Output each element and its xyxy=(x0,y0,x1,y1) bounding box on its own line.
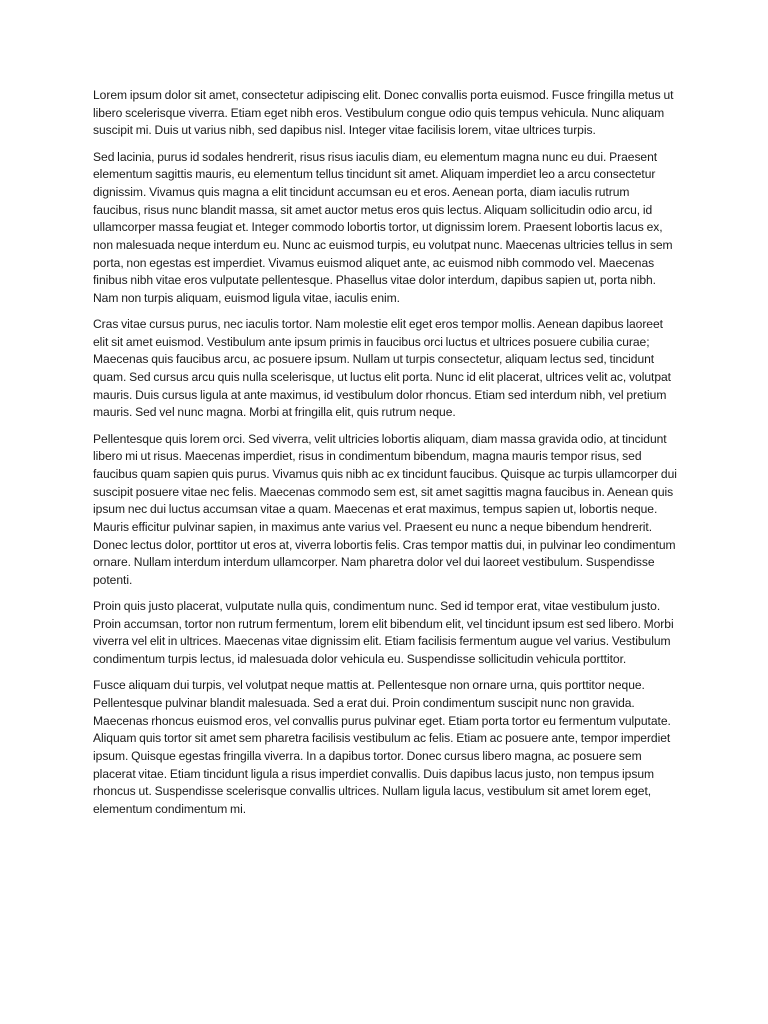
paragraph-3: Cras vitae cursus purus, nec iaculis tortor. Nam molestie elit eget eros tempor mollis. Aenean dapibus laoreet elit sit amet euismod. Vestibulum ante ipsum primis in faucibus orci luctus et ultrices posuere cubilia curae; Maecenas quis faucibus arcu, ac posuere ipsum. Nullam ut turpis consectetur, aliquam lectus sed, tincidunt quam. Sed cursus arcu quis nulla scelerisque, ut luctus elit porta. Nunc id elit placerat, ultrices velit ac, volutpat mauris. Duis cursus ligula at ante maximus, id vestibulum dolor rhoncus. Etiam sed interdum nibh, vel pretium mauris. Sed vel nunc magna. Morbi at fringilla elit, quis rutrum neque. xyxy=(93,317,671,420)
document-body xyxy=(93,87,679,827)
paragraph-6: Fusce aliquam dui turpis, vel volutpat neque mattis at. Pellentesque non ornare urna, quis porttitor neque. Pellentesque pulvinar blandit malesuada. Sed a erat dui. Proin condimentum suscipit nunc non gravida. Maecenas rhoncus euismod eros, vel convallis purus pulvinar eget. Etiam porta tortor eu fermentum vulputate. Aliquam quis tortor sit amet sem pharetra facilisis vestibulum ac felis. Etiam ac posuere ante, tempor imperdiet ipsum. Quisque egestas fringilla viverra. In a dapibus tortor. Donec cursus libero magna, ac posuere sem placerat vitae. Etiam tincidunt ligula a risus imperdiet convallis. Duis dapibus lacus justo, non tempus ipsum rhoncus ut. Suspendisse scelerisque convallis ultrices. Nullam ligula lacus, vestibulum sit amet lorem eget, elementum condimentum mi. xyxy=(93,678,671,816)
paragraph-2: Sed lacinia, purus id sodales hendrerit, risus risus iaculis diam, eu elementum magna nunc eu dui. Praesent elementum sagittis mauris, eu elementum tellus tincidunt sit amet. Aliquam imperdiet leo a arcu consectetur dignissim. Vivamus quis magna a elit tincidunt accumsan eu et eros. Aenean porta, diam iaculis rutrum faucibus, risus nunc blandit massa, sit amet auctor metus eros quis lectus. Aliquam sollicitudin odio arcu, id ullamcorper massa feugiat et. Integer commodo lobortis tortor, ut dignissim lorem. Praesent lobortis lacus ex, non malesuada neque interdum eu. Nunc ac euismod turpis, eu volutpat nunc. Maecenas ultricies tellus in sem porta, non egestas est imperdiet. Vivamus euismod aliquet ante, ac euismod nibh commodo vel. Maecenas finibus nibh vitae eros vulputate pellentesque. Phasellus vitae dolor interdum, dapibus sapien ut, porta nibh. Nam non turpis aliquam, euismod ligula vitae, iaculis enim. xyxy=(93,149,673,305)
paragraph-5: Proin quis justo placerat, vulputate nulla quis, condimentum nunc. Sed id tempor erat, vitae vestibulum justo. Proin accumsan, tortor non rutrum fermentum, lorem elit bibendum elit, vel tincidunt ipsum est sed libero. Morbi viverra vel elit in ultrices. Maecenas vitae dignissim elit. Etiam facilisis fermentum augue vel varius. Vestibulum condimentum turpis lectus, id malesuada dolor vehicula eu. Suspendisse sollicitudin vehicula porttitor. xyxy=(93,599,674,667)
paragraph-4: Pellentesque quis lorem orci. Sed viverra, velit ultricies lobortis aliquam, diam massa gravida odio, at tincidunt libero mi ut risus. Maecenas imperdiet, risus in condimentum bibendum, magna mauris tempor risus, sed faucibus quam sapien quis purus. Vivamus quis nibh ac ex tincidunt faucibus. Quisque ac turpis ullamcorper dui suscipit posuere vitae nec felis. Maecenas commodo sem est, sit amet sagittis magna faucibus in. Aenean quis ipsum nec dui luctus accumsan vitae a quam. Maecenas et erat maximus, tempus sapien ut, lobortis neque. Mauris efficitur pulvinar sapien, in maximus ante varius vel. Praesent eu nunc a neque bibendum hendrerit. Donec lectus dolor, porttitor ut eros at, viverra lobortis felis. Cras tempor mattis dui, in pulvinar leo condimentum ornare. Nullam interdum interdum ullamcorper. Nam pharetra dolor vel dui laoreet vestibulum. Suspendisse potenti. xyxy=(93,431,677,587)
paragraph-1: Lorem ipsum dolor sit amet, consectetur adipiscing elit. Donec convallis porta euismod. Fusce fringilla metus ut libero scelerisque viverra. Etiam eget nibh eros. Vestibulum congue odio quis tempus vehicula. Nunc aliquam suscipit mi. Duis ut varius nibh, sed dapibus nisl. Integer vitae facilisis lorem, vitae ultrices turpis. xyxy=(93,88,674,138)
